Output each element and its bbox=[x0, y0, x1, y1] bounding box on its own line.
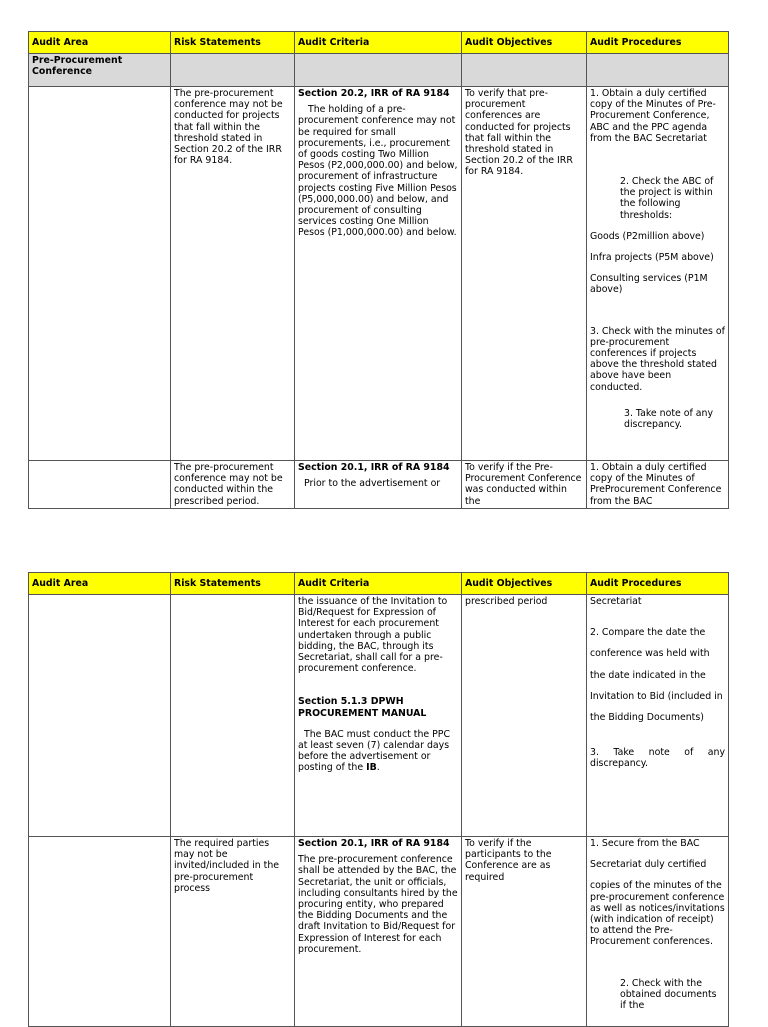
section-label: Pre-Procurement Conference bbox=[29, 54, 171, 87]
audit-area-cell bbox=[29, 87, 171, 461]
criteria-text-part: posting of the bbox=[298, 762, 364, 774]
criteria-heading: Section 20.1, IRR of RA 9184 bbox=[298, 838, 450, 849]
header-audit-criteria: Audit Criteria bbox=[295, 32, 462, 54]
table-row bbox=[29, 595, 729, 837]
procedure-step: 3. Take note of any discrepancy. bbox=[590, 747, 725, 770]
table-header-row bbox=[29, 573, 729, 595]
criteria-heading: Section 20.1, IRR of RA 9184 bbox=[298, 462, 450, 473]
criteria-text: The BAC must conduct the PPC at least seven (7) calendar days before the advertisement or bbox=[298, 728, 450, 763]
threshold-item: Infra projects (P5M above) bbox=[590, 252, 714, 264]
audit-procedures-cell bbox=[587, 837, 729, 1027]
criteria-text: The pre-procurement conference shall be attended by the BAC, the Secretariat, the unit or officials, including consultants hired by the procuring entity, who prepared the Bidding Documents and the draft Invitation to Bid/Request for Expression of Interest for each procurement. bbox=[298, 854, 458, 955]
header-risk-statements: Risk Statements bbox=[171, 32, 295, 54]
procedure-step: 3. Take note of any discrepancy. bbox=[624, 407, 714, 431]
audit-criteria-cell bbox=[295, 837, 462, 1027]
criteria-text-end: . bbox=[376, 762, 380, 774]
procedure-step: 2. Compare the date the bbox=[590, 627, 706, 639]
audit-criteria-cell bbox=[295, 87, 462, 461]
criteria-text: the issuance of the Invitation to Bid/Request for Expression of Interest for each procurement undertaken through a public bidding, the BAC, through its Secretariat, shall call for a pre-procurement conference. bbox=[298, 596, 448, 675]
risk-statement-cell: The pre-procurement conference may not be conducted for projects that fall within the threshold stated in Section 20.2 of the IRR for RA 9184. bbox=[171, 87, 295, 461]
table-row bbox=[29, 87, 729, 461]
header-audit-area: Audit Area bbox=[29, 32, 171, 54]
audit-criteria-cell bbox=[295, 461, 462, 509]
header-audit-criteria: Audit Criteria bbox=[295, 573, 462, 595]
criteria-text bbox=[298, 762, 458, 773]
procedure-step: 1. Obtain a duly certified copy of the Minutes of Pre-Procurement Conference, ABC and the PPC agenda from the BAC Secretariat bbox=[590, 88, 716, 144]
criteria-heading: Section 20.2, IRR of RA 9184 bbox=[298, 88, 450, 99]
audit-objective-cell: To verify if the Pre-Procurement Conference was conducted within the bbox=[462, 461, 587, 509]
table-header-row bbox=[29, 32, 729, 54]
section-row bbox=[29, 54, 729, 87]
section-empty-cell bbox=[587, 54, 729, 87]
procedure-step: the Bidding Documents) bbox=[590, 712, 704, 724]
procedure-step: Secretariat bbox=[590, 596, 642, 607]
procedure-step: the date indicated in the bbox=[590, 669, 706, 681]
audit-area-cell bbox=[29, 461, 171, 509]
procedure-step: 2. Check with the obtained documents if the bbox=[620, 977, 717, 1012]
header-audit-objectives: Audit Objectives bbox=[462, 32, 587, 54]
risk-statement-cell bbox=[171, 595, 295, 837]
audit-procedures-cell bbox=[587, 87, 729, 461]
procedure-step: copies of the minutes of the pre-procurement conference as well as notices/invitations (with indication of receipt) to attend the Pre-Procurement conferences. bbox=[590, 880, 725, 948]
procedure-step: 3. Check with the minutes of pre-procurement conferences if projects above the threshold stated above have been conducted. bbox=[590, 325, 725, 393]
risk-statement-cell: The pre-procurement conference may not be conducted within the prescribed period. bbox=[171, 461, 295, 509]
audit-area-cell bbox=[29, 595, 171, 837]
audit-procedures-cell: 1. Obtain a duly certified copy of the Minutes of PreProcurement Conference from the BAC bbox=[587, 461, 729, 509]
header-audit-objectives: Audit Objectives bbox=[462, 573, 587, 595]
criteria-text: Prior to the advertisement or bbox=[304, 478, 441, 490]
risk-statement-cell: The required parties may not be invited/included in the pre-procurement process bbox=[171, 837, 295, 1027]
header-audit-procedures: Audit Procedures bbox=[587, 573, 729, 595]
procedure-step: Secretariat duly certified bbox=[590, 859, 707, 871]
table-row bbox=[29, 837, 729, 1027]
header-audit-procedures: Audit Procedures bbox=[587, 32, 729, 54]
section-empty-cell bbox=[462, 54, 587, 87]
header-audit-area: Audit Area bbox=[29, 573, 171, 595]
audit-criteria-cell bbox=[295, 595, 462, 837]
audit-objective-cell: To verify if the participants to the Conference are as required bbox=[462, 837, 587, 1027]
procedure-step: 2. Check the ABC of the project is within the following thresholds: bbox=[620, 176, 714, 221]
procedure-step: conference was held with bbox=[590, 648, 710, 660]
threshold-item: Consulting services (P1M above) bbox=[590, 273, 708, 296]
audit-objective-cell: To verify that pre-procurement conferences are conducted for projects that fall within the threshold stated in Section 20.2 of the IRR for RA 9184. bbox=[462, 87, 587, 461]
section-empty-cell bbox=[171, 54, 295, 87]
procedure-step: 1. Secure from the BAC bbox=[590, 838, 700, 849]
criteria-text-emphasis: IB bbox=[366, 762, 377, 774]
audit-table-page-2 bbox=[28, 572, 729, 1027]
criteria-text: The holding of a pre-procurement conference may not be required for small procurements, i.e., procurement of goods costing Two Million Pesos (P2,000,000.00) and below, procurement of infrastructure projects costing Five Million Pesos (P5,000,000.00) and below, and procurement of consulting services costing One Million Pesos (P1,000,000.00) and below. bbox=[298, 104, 458, 239]
audit-table-page-1 bbox=[28, 31, 729, 509]
audit-area-cell bbox=[29, 837, 171, 1027]
table-row bbox=[29, 461, 729, 509]
procedure-step: Invitation to Bid (included in bbox=[590, 690, 723, 702]
header-risk-statements: Risk Statements bbox=[171, 573, 295, 595]
section-empty-cell bbox=[295, 54, 462, 87]
audit-objective-cell: prescribed period bbox=[462, 595, 587, 837]
threshold-item: Goods (P2million above) bbox=[590, 230, 705, 242]
audit-procedures-cell bbox=[587, 595, 729, 837]
criteria-heading: Section 5.1.3 DPWH PROCUREMENT MANUAL bbox=[298, 696, 427, 719]
